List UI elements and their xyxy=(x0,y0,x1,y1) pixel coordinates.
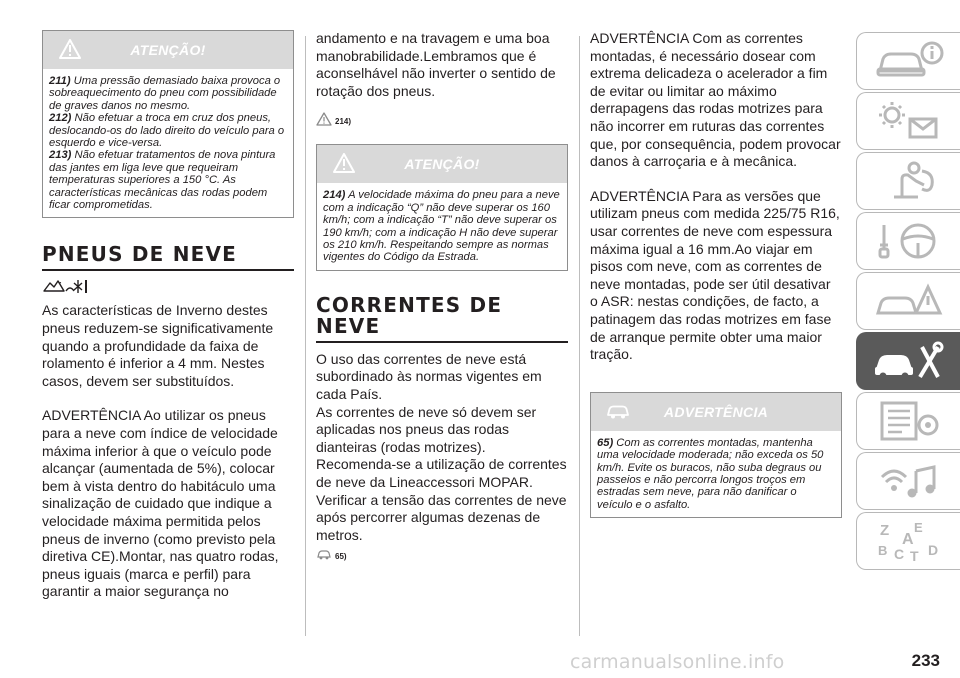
car-advisory-icon xyxy=(316,547,332,561)
tab-maintenance[interactable] xyxy=(856,332,960,390)
column-divider-1 xyxy=(305,36,306,636)
warning-item-number: 214) xyxy=(323,189,346,202)
warning-item xyxy=(49,75,287,112)
reference-number: 65) xyxy=(335,552,347,562)
tab-technical-data[interactable] xyxy=(856,392,960,450)
warning-item-text: Uma pressão demasiado baixa provoca o sobreaquecimento do pneu com possibilidade de graves danos no mesmo. xyxy=(49,75,281,112)
advisory-item xyxy=(597,437,835,511)
page-number: 233 xyxy=(911,651,940,670)
warning-item-number: 211) xyxy=(49,75,71,87)
multimedia-icon xyxy=(872,459,946,503)
section-heading-snow-tyres: PNEUS DE NEVE xyxy=(42,244,294,271)
paragraph: ADVERTÊNCIA Com as correntes montadas, é necessário dosear com extrema delicadeza o acelerador a fim de evitar ou limitar ao máximo derrapagens das rodas motrizes para não incorrer em ruturas das correntes que, por consequência, podem provocar danos à carroçaria e à mecânica. xyxy=(590,30,841,170)
snow-tyre-symbol-icon xyxy=(42,277,90,297)
key-steering-icon xyxy=(872,219,946,263)
alphabetical-index-icon xyxy=(872,519,946,563)
tab-index[interactable] xyxy=(856,512,960,570)
advisory-box xyxy=(590,392,842,518)
heading-line: CORRENTES DE xyxy=(316,292,503,317)
svg-text:D: D xyxy=(927,542,938,558)
advisory-box-header xyxy=(591,393,841,431)
heading-line: NEVE xyxy=(316,313,381,338)
warning-item-text: Não efetuar tratamentos de nova pintura das jantes em liga leve que requeiram temperaturas superiores a 150 °C. As características mecânicas das rodas podem ficar comprometidas. xyxy=(49,149,276,212)
advisory-item-text: Com as correntes montadas, mantenha uma velocidade moderada; não exceda os 50 km/h. Evite os buracos, não suba degraus ou passeios e não percorra longos troços em estradas sem neve, para não danificar o veículo e o asfalto. xyxy=(597,436,824,511)
warning-item xyxy=(49,149,287,211)
warning-body xyxy=(43,69,293,217)
advisory-item-number: 65) xyxy=(597,436,614,449)
column-1 xyxy=(42,30,294,601)
watermark: carmanualsonline.info xyxy=(570,651,785,673)
svg-text:C: C xyxy=(893,546,904,562)
warning-item-text: A velocidade máxima do pneu para a neve com a indicação “Q” não deve superar os 160 km/h; com a indicação “T” não deve superar os 190 km/h; com a indicação H não deve superar os 210 km/h. Respeitando sempre as normas vigentes do Código da Estrada. xyxy=(323,189,560,264)
reference-number: 214) xyxy=(335,117,352,127)
warning-triangle-icon xyxy=(316,112,332,126)
tab-multimedia[interactable] xyxy=(856,452,960,510)
paragraph: andamento e na travagem e uma boa manobrabilidade.Lembramos que é aconselhável não inverter o sentido de rotação dos pneus. xyxy=(316,30,556,99)
warning-item xyxy=(323,189,561,263)
car-breakdown-icon xyxy=(872,279,946,323)
warning-item xyxy=(49,112,287,149)
car-tools-icon xyxy=(872,339,946,383)
warning-title: ATENÇÃO! xyxy=(404,156,480,173)
warning-box-attention xyxy=(316,144,568,270)
svg-text:Z: Z xyxy=(879,522,889,539)
warning-reference xyxy=(316,112,568,126)
technical-data-icon xyxy=(872,399,946,443)
paragraph: ADVERTÊNCIA Para as versões que utilizam pneus com medida 225/75 R16, usar correntes de neve com espessura máxima igual a 16 mm.Ao viajar em pisos com neve, com as correntes de neve montadas, pode ser útil desativar o ASR: nestas condições, de facto, a patinagem das rodas motrizes em fase de arranque permite obter uma maior tração. xyxy=(590,187,840,363)
advisory-title: ADVERTÊNCIA xyxy=(663,403,769,420)
warning-item-number: 213) xyxy=(49,149,72,162)
paragraph: ADVERTÊNCIA Ao utilizar os pneus para a neve com índice de velocidade máxima inferior à que o veículo pode alcançar (aumentada de 5%), colocar bem à vista dentro do habitáculo uma sinalização de cuidado que indique a velocidade máxima permitida pelos pneus de inverno (como previsto pela diretiva CE).Montar, nas quatro rodas, pneus iguais (marca e perfil) para garantir a maior segurança no xyxy=(42,407,279,600)
car-info-icon xyxy=(872,39,946,83)
warning-body xyxy=(317,183,567,269)
svg-text:E: E xyxy=(913,520,923,535)
svg-text:T: T xyxy=(909,548,919,563)
lights-warning-icon xyxy=(872,99,946,143)
advisory-reference xyxy=(316,547,568,561)
tab-starting-driving[interactable] xyxy=(856,212,960,270)
paragraph: Recomenda-se a utilização de correntes de neve da Lineaccessori MOPAR. Verificar a tensão das correntes de neve após percorrer algumas dezenas de metros. xyxy=(316,456,567,543)
svg-text:A: A xyxy=(901,531,914,548)
column-2 xyxy=(316,30,568,561)
tab-car-info[interactable] xyxy=(856,32,960,90)
tab-emergency[interactable] xyxy=(856,272,960,330)
paragraph: As características de Inverno destes pneus reduzem-se significativamente quando a profundidade da faixa de rolamento é inferior a 4 mm. Nestes casos, devem ser substituídos. xyxy=(42,302,274,389)
warning-box-header xyxy=(317,145,567,183)
column-3 xyxy=(590,30,842,518)
column-divider-2 xyxy=(579,36,580,636)
paragraph: O uso das correntes de neve está subordinado às normas vigentes em cada País. xyxy=(316,350,542,402)
warning-title: ATENÇÃO! xyxy=(130,42,206,58)
tab-lights-warnings[interactable] xyxy=(856,92,960,150)
chapter-tabs xyxy=(856,32,960,572)
paragraph: As correntes de neve só devem ser aplicadas nos pneus das rodas dianteiras (rodas motrizes). xyxy=(316,403,537,455)
warning-item-text: Não efetuar a troca em cruz dos pneus, deslocando-os do lado direito do veículo para o esquerdo e vice-versa. xyxy=(49,112,285,150)
advisory-body xyxy=(591,431,841,517)
warning-box-attention xyxy=(42,30,294,218)
warning-box-header xyxy=(43,31,293,69)
warning-item-number: 212) xyxy=(49,112,72,125)
airbag-seat-icon xyxy=(872,159,946,203)
svg-text:B: B xyxy=(877,543,887,558)
tab-safety[interactable] xyxy=(856,152,960,210)
section-heading-snow-chains xyxy=(316,292,568,343)
